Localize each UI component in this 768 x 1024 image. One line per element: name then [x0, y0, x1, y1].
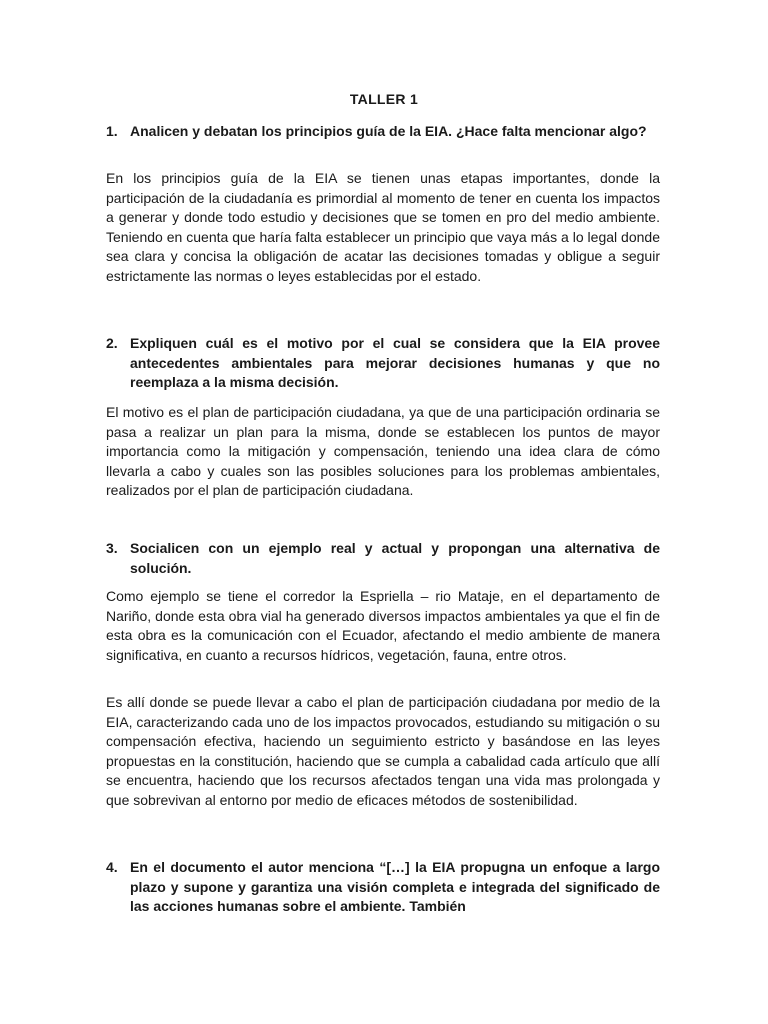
question-2 [106, 334, 660, 393]
question-number: 4. [106, 859, 118, 875]
answer-2-paragraph-1: El motivo es el plan de participación ciudadana, ya que de una participación ordinaria se pasa a realizar un plan para la misma, donde se establecen los puntos de mayor importancia como la mitigación y compensación, teniendo una idea clara de cómo llevarla a cabo y cuales son las posibles soluciones para los problemas ambientales, realizados por el plan de participación ciudadana. [106, 404, 660, 498]
question-text: Analicen y debatan los principios guía de la EIA. ¿Hace falta mencionar algo? [130, 123, 647, 139]
question-text: Socialicen con un ejemplo real y actual y propongan una alternativa de solución. [130, 540, 660, 576]
question-number: 2. [106, 335, 118, 351]
question-3 [106, 539, 660, 578]
question-text: En el documento el autor menciona “[…] la EIA propugna un enfoque a largo plazo y supone y garantiza una visión completa e integrada del significado de las acciones humanas sobre el ambiente. También [130, 859, 660, 914]
answer-3-paragraph-2: Es allí donde se puede llevar a cabo el plan de participación ciudadana por medio de la EIA, caracterizando cada uno de los impactos provocados, estudiando su mitigación o su compensación efectiva, haciendo un seguimiento estricto y basándose en las leyes propuestas en la constitución, haciendo que se cumpla a cabalidad cada artículo que allí se encuentra, haciendo que los recursos afectados tengan una vida mas prolongada y que sobrevivan al entorno por medio de eficaces métodos de sostenibilidad. [106, 694, 660, 808]
question-number: 3. [106, 540, 118, 556]
answer-1-paragraph-1: En los principios guía de la EIA se tienen unas etapas importantes, donde la participación de la ciudadanía es primordial al momento de tener en cuenta los impactos a generar y donde todo estudio y decisiones que se tomen en pro del medio ambiente. Teniendo en cuenta que haría falta establecer un principio que vaya más a lo legal donde sea clara y concisa la obligación de acatar las decisiones tomadas y obligue a seguir estrictamente las normas o leyes establecidas por el estado. [106, 170, 660, 284]
question-text: Expliquen cuál es el motivo por el cual se considera que la EIA provee antecedentes ambientales para mejorar decisiones humanas y que no reemplaza a la misma decisión. [130, 335, 660, 390]
document-title: TALLER 1 [349, 91, 419, 107]
answer-3-paragraph-1: Como ejemplo se tiene el corredor la Espriella – rio Mataje, en el departamento de Nariño, donde esta obra vial ha generado diversos impactos ambientales ya que el fin de esta obra es la comunicación con el Ecuador, afectando el medio ambiente de manera significativa, en cuanto a recursos hídricos, vegetación, fauna, entre otros. [106, 588, 660, 663]
question-1 [106, 122, 660, 142]
question-number: 1. [106, 123, 118, 139]
question-4 [106, 858, 660, 917]
